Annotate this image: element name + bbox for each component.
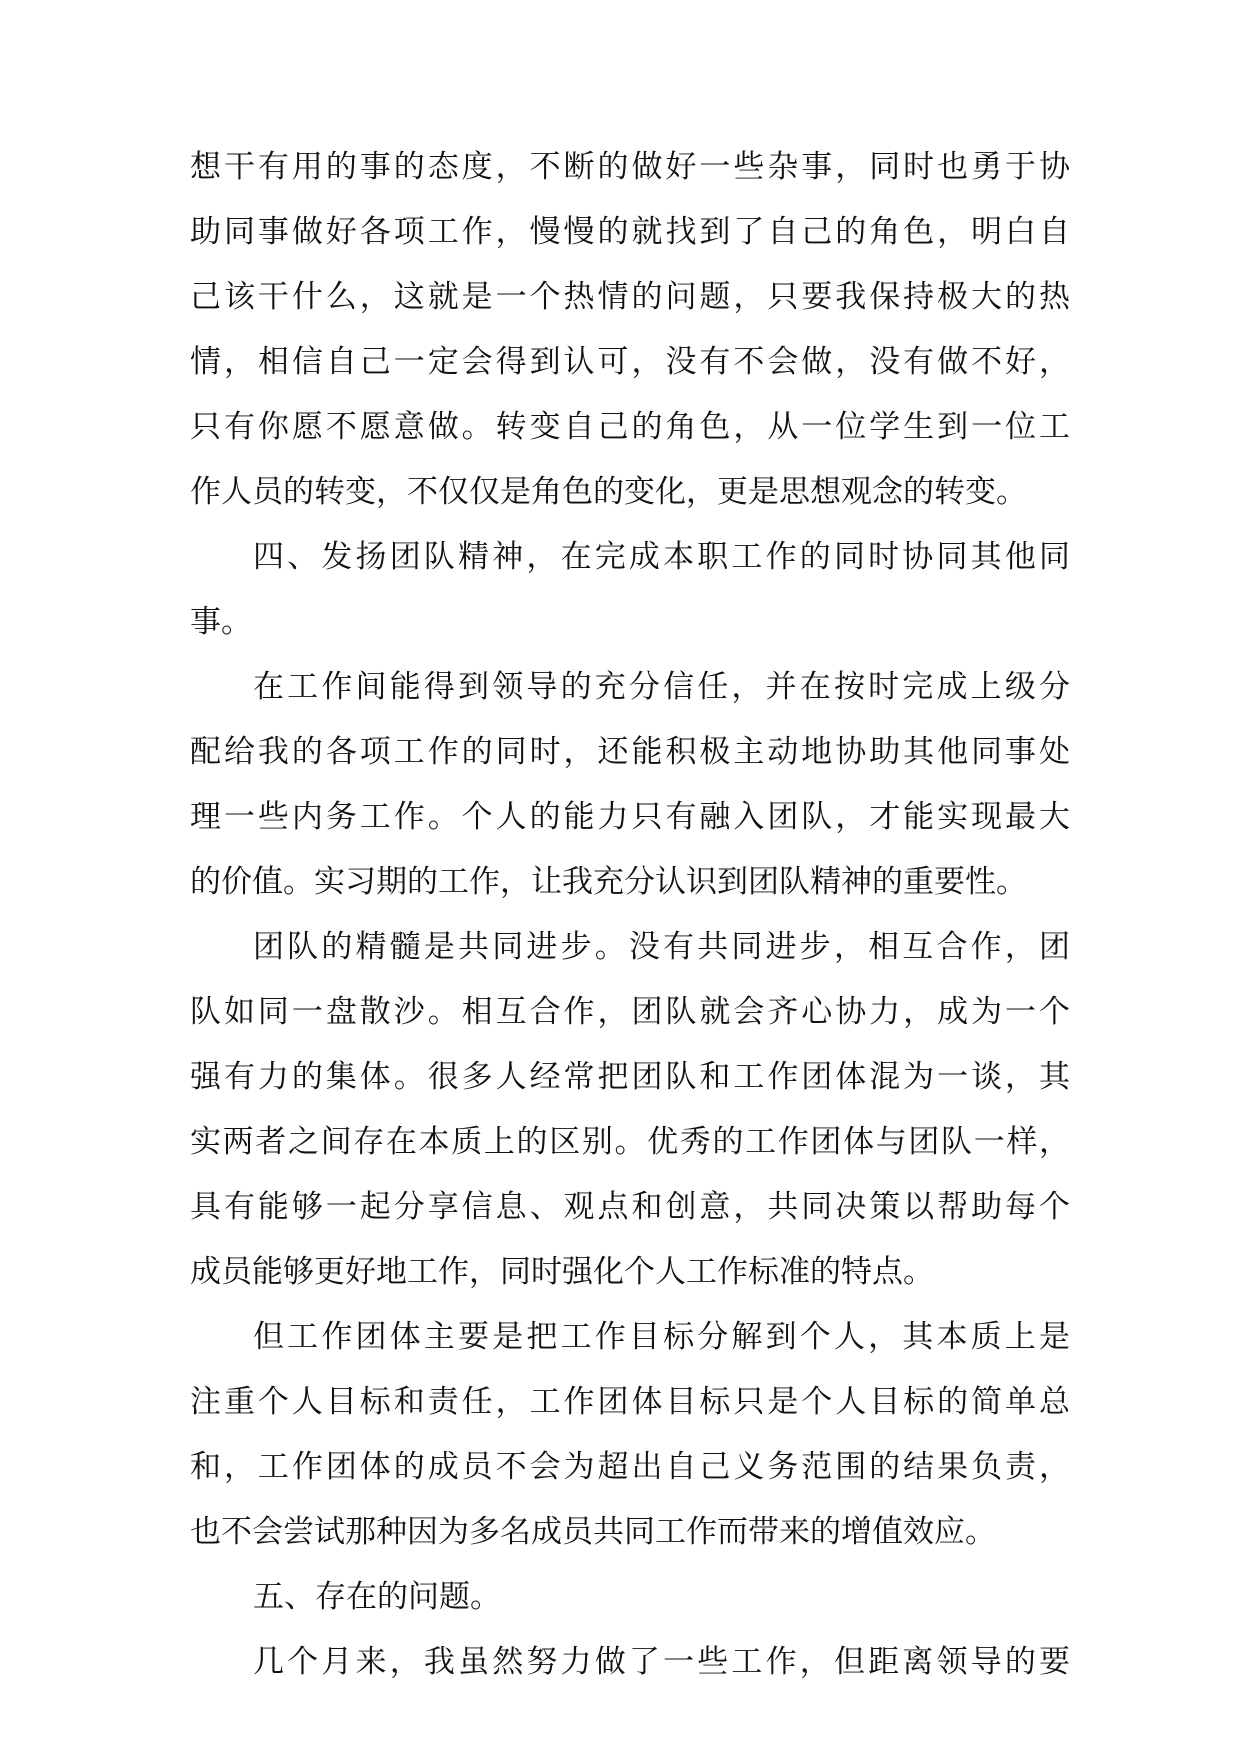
body-text-line: 情，相信自己一定会得到认可，没有不会做，没有做不好， [190, 344, 1070, 380]
body-text-line: 队如同一盘散沙。相互合作，团队就会齐心协力，成为一个 [190, 994, 1070, 1030]
body-text-line: 在工作间能得到领导的充分信任，并在按时完成上级分 [253, 669, 1070, 705]
body-text-line: 和，工作团体的成员不会为超出自己义务范围的结果负责， [190, 1449, 1070, 1485]
body-text-line: 也不会尝试那种因为多名成员共同工作而带来的增值效应。 [190, 1514, 996, 1550]
body-text-line: 注重个人目标和责任，工作团体目标只是个人目标的简单总 [190, 1384, 1070, 1420]
body-text-line: 配给我的各项工作的同时，还能积极主动地协助其他同事处 [190, 734, 1070, 770]
section-heading-line: 五、存在的问题。 [253, 1579, 501, 1615]
body-text-line: 具有能够一起分享信息、观点和创意，共同决策以帮助每个 [190, 1189, 1070, 1225]
body-text-line: 实两者之间存在本质上的区别。优秀的工作团体与团队一样， [190, 1124, 1070, 1160]
body-text-line: 只有你愿不愿意做。转变自己的角色，从一位学生到一位工 [190, 409, 1070, 445]
body-text-line: 想干有用的事的态度，不断的做好一些杂事，同时也勇于协 [190, 149, 1070, 185]
body-text-line: 作人员的转变，不仅仅是角色的变化，更是思想观念的转变。 [190, 474, 1027, 510]
body-text-line: 团队的精髓是共同进步。没有共同进步，相互合作，团 [253, 929, 1070, 965]
body-text-line: 几个月来，我虽然努力做了一些工作，但距离领导的要 [253, 1644, 1070, 1680]
body-text-line: 但工作团体主要是把工作目标分解到个人，其本质上是 [253, 1319, 1070, 1355]
section-heading-line: 事。 [190, 604, 252, 640]
body-text-line: 强有力的集体。很多人经常把团队和工作团体混为一谈，其 [190, 1059, 1070, 1095]
body-text-line: 理一些内务工作。个人的能力只有融入团队，才能实现最大 [190, 799, 1070, 835]
body-text-line: 的价值。实习期的工作，让我充分认识到团队精神的重要性。 [190, 864, 1027, 900]
body-text-line: 助同事做好各项工作，慢慢的就找到了自己的角色，明白自 [190, 214, 1070, 250]
section-heading-line: 四、发扬团队精神，在完成本职工作的同时协同其他同 [253, 539, 1070, 575]
body-text-line: 己该干什么，这就是一个热情的问题，只要我保持极大的热 [190, 279, 1070, 315]
body-text-line: 成员能够更好地工作，同时强化个人工作标准的特点。 [190, 1254, 934, 1290]
